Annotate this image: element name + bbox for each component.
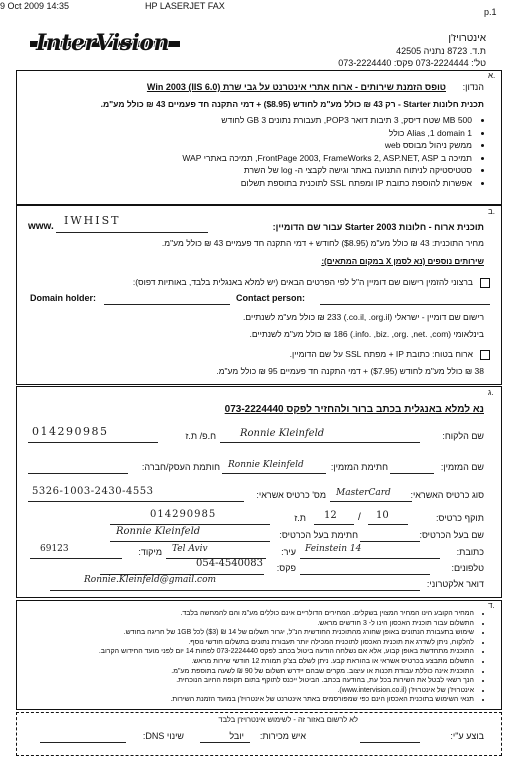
section-b-letter: ב. [488,207,496,216]
phones-input[interactable]: 054-4540083 [196,558,264,569]
orderer-label: שם המזמין: [440,462,484,472]
card-type-label: סוג כרטיס האשראי: [410,490,484,500]
section-c-title: נא למלא באנגלית בכתב ברור ולהחזיר לפקס 073-2224440 [224,404,484,415]
contact-person-line [320,304,490,305]
expiry-year-line [368,524,408,525]
fax-timestamp: 9 Oct 2009 14:35 [0,1,70,11]
city-label: עיר: [281,547,296,557]
register-domain-checkbox[interactable] [480,278,490,288]
features-list [12,114,486,189]
phones-line [300,574,430,575]
terms-item: • שימוש בתעבורת הנתונים באופן שחורג מהתוכנית החודשית הנ"ל, יגרור תשלום של 14 ₪ ($3) לכל 1GB של חריגה בחודש. [8,628,474,638]
israeli-domain-line: רישום שם דומיין - ישראלי (co.il, .org.il.) 233 ₪ כולל מע"מ לשנתיים. [243,312,484,322]
extras-title: שירותים נוספים (נא לסמן X במקום המתאים): [321,257,484,266]
expiry-month-line [314,524,354,525]
terms-item: • תנאי השימוש בתוכנית האכסון הינם כפי שמפורסמים באתר אינטרנט של אינטרויז'ן במועד הזמנת השירות. [8,695,474,705]
terms-item: • התשלום עבור תוכנית האכסון הינו ל- 3 חודשים מראש. [8,619,474,629]
company-stamp-label: חותמת העסק/חברה: [141,462,220,472]
holder-id-input[interactable]: 014290985 [150,509,217,520]
price-line: מחיר התוכנית: 43 ₪ כולל מע"מ ($8.95) לחודש + דמי התקנה חד פעמיים 43 ₪ כולל מע"מ. [161,238,484,248]
salesperson-value: יובל [229,731,244,741]
domain-prefix: www. [28,221,54,232]
holder-id-line [110,524,270,525]
section-c-letter: ג. [488,388,494,397]
section-d-letter: ד. [488,601,495,610]
card-number-input[interactable]: 5326-1003-2430-4553 [32,486,154,497]
fax-label: פקס: [276,563,296,573]
cardholder-signature-line [110,541,270,542]
cardholder-signature-label: חתימת בעל הכרטיס: [279,530,358,540]
card-number-line [28,501,244,502]
customer-name-input[interactable]: Ronnie Kleinfeld [240,428,325,439]
customer-name-label: שם הלקוח: [442,431,484,441]
plan-line: תכנית חלונות Starter - רק 43 ₪ כולל מע"מ לחודש ($8.95) + דמי התקנה חד פעמיים 43 ₪ כולל מע"מ. [100,99,484,109]
domain-underline [56,232,208,233]
cardholder-signature-input[interactable]: Ronnie Kleinfeld [116,526,201,537]
terms-list [8,609,486,705]
company-logo [30,30,180,60]
ssl-price-line: 38 ₪ כולל מע"מ לחודש ($7.95) + דמי התקנה חד פעמיים 95 ₪ כולל מע"מ. [216,366,484,376]
feature-item: • תמיכה ב FrontPage 2003, FrameWorks 2, ASP.NET, ASP, תמיכה באתרי WAP [12,152,472,165]
card-type-line [330,501,412,502]
id-line [28,442,158,443]
company-address: ת.ד. 8723 נתניה 42505 [396,46,486,56]
logo-text: InterVision [36,30,169,56]
email-input[interactable]: Ronnie.Kleinfeld@gmail.com [84,575,217,585]
cardholder-line [360,541,420,542]
terms-item: • התשלום מתבצע בכרטיס אשראי או בהוראת קבע. ניתן לשלם בצ'ק תמורת 12 חודשי שירות מראש. [8,657,474,667]
intl-domain-line: בינלאומי (info. ,biz. ,org. ,net. ,com.) 186 ₪ כולל מע"מ לשנתיים. [249,329,484,339]
zip-line [30,558,122,559]
feature-item: • ממשק ניהול מבוסס web [12,139,472,152]
terms-item: • התוכנית מתחדשת באופן קבוע, אלא אם נשלחה הודעה ביטול בכתב לפקס 073-2224440 לפחות 14 יום לפני מועד החידוש הקרוב. [8,647,474,657]
dns-change-line [40,742,126,743]
feature-item: • אפשרות להוספת כתובת IP ומפתח SSL לתוכנית בתוספת תשלום [12,177,472,190]
domain-input[interactable]: IWHIST [64,214,121,227]
expiry-month-input[interactable]: 12 [324,510,337,521]
subject-label: הנדון: [462,82,484,92]
salesperson-line [200,742,250,743]
fax-page-number: p.1 [484,7,497,17]
orderer-signature-line [222,473,326,474]
id-input[interactable]: 014290985 [32,425,109,438]
hosting-plan-title: תוכנית ארוח - חלונות 2003 Starter עבור שם הדומיין: [272,222,484,232]
city-input[interactable]: Tel Aviv [172,544,208,554]
email-line [50,590,420,591]
done-by-label: בוצע ע"י: [450,731,484,741]
address-input[interactable]: Feinstein 14 [305,544,362,554]
company-stamp-line [28,473,128,474]
feature-item: • 1 Alias ,1 domain כולל [12,127,472,140]
dns-change-label: שינוי DNS: [142,731,184,741]
register-domain-text: ברצוני להזמין רישום שם דומיין ה"ל לפי הפרטים הבאים (יש למלא באנגלית בלבד, באותיות דפוס): [132,277,473,287]
company-name: אינטרויז'ן [448,33,486,44]
section-a-letter: א. [488,71,496,80]
card-type-input[interactable]: MasterCard [336,488,391,498]
salesperson-label: איש מכירות: [259,731,306,741]
domain-holder-line [104,304,230,305]
orderer-signature-input[interactable]: Ronnie Kleinfeld [228,460,304,470]
terms-item: • הנך רשאי לבטל את השירות בכל עת, בהודעה בכתב. הביטול ייכנס לתוקף בתום תקופת החיוב הנוכחית. [8,676,474,686]
orderer-line [390,473,434,474]
customer-name-line [220,442,420,443]
card-number-label-text: מס' כרטיס אשראי: [256,490,326,500]
domain-holder-label: Domain holder: [30,293,97,303]
address-label: כתובת: [456,547,484,557]
zip-label: מיקוד: [138,547,162,557]
expiry-separator: / [358,512,361,523]
feature-item: • סטטיסטיקה לניתוח התנועה באתר וגישה לקבצי ה- log של השרת [12,164,472,177]
company-phones: טל': 073-2224444 פקס: 073-2224440 [338,58,486,68]
terms-item: • התוכנית אינה כוללת עבודת תכנות או עיצוב. מקרים שבהם יידרש תשלום של 90 ₪ לשעה בתוספת מע"מ. [8,667,474,677]
subject-title: טופס הזמנת שירותים - ארוח אתרי אינטרנט על גבי שרת Win 2003 (IIS 6.0) [146,82,446,92]
terms-item: • להלקוח, ניתן לשדרג את תוכנית האכסון לתוכנית המכילה יותר תעבורת נתונים בתשלום חודשי נוסף. [8,638,474,648]
fax-machine-name: HP LASERJET FAX [145,1,225,11]
terms-item: • המחיר הקובע הינו המחיר המצוין בשקלים. המחירים הדולריים אינם כוללים מע"מ והם להמחשה בלבד. [8,609,474,619]
done-by-line [360,742,420,743]
email-label: דואר אלקטרוני: [426,579,484,589]
ssl-checkbox[interactable] [480,350,490,360]
zip-input[interactable]: 69123 [40,544,69,554]
id-label: ח.פ/ ת.ז [185,431,216,441]
holder-id-label: ת.ז [294,513,306,523]
cardholder-label: שם בעל הכרטיס: [419,530,484,540]
phones-label: טלפונים: [451,563,484,573]
expiry-label: תוקף כרטיס: [436,513,484,523]
office-use-title: לא לרשום באזור זה - לשימוש אינטרויז'ן בלבד [218,715,358,724]
expiry-year-input[interactable]: 10 [376,510,389,521]
terms-item: • אינטרויז'ן של אינטרויז'ן (www.intervision.co.il). [8,686,474,696]
address-line [300,558,440,559]
orderer-signature-label: חתימת המזמין: [330,462,388,472]
ssl-line: ארוח בטוח: כתובת IP + מפתח SSL על שם הדומיין. [289,349,473,359]
contact-person-label: Contact person: [236,293,306,303]
feature-item: • 500 MB שטח דיסק, 3 תיבות דואר POP3, תעבורת נתונים 3 GB לחודש [12,114,472,127]
